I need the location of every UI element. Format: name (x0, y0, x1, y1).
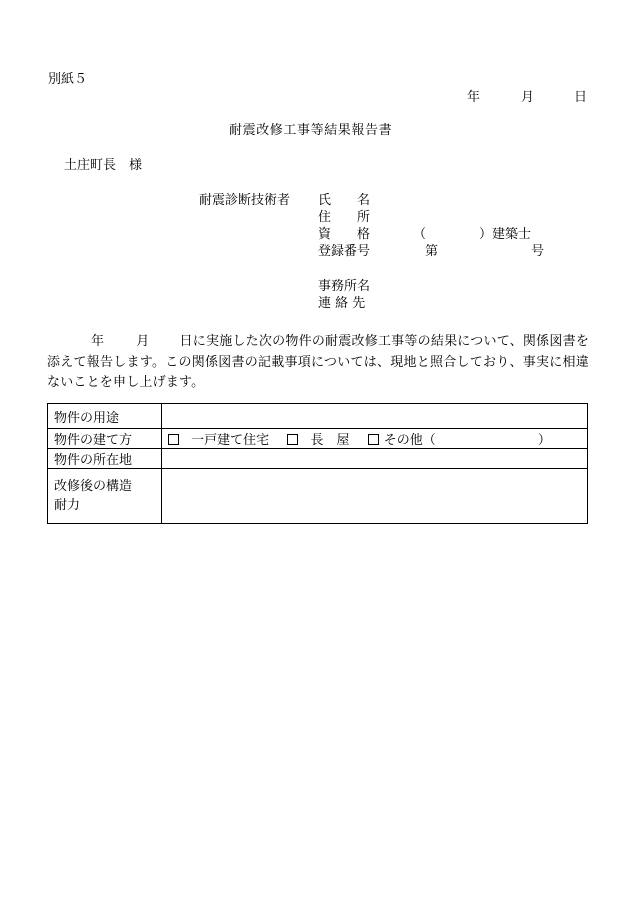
build-type-label: 物件の建て方 (48, 429, 162, 449)
other-close-paren: ） (537, 433, 551, 448)
annex-label: 別紙５ (48, 72, 88, 87)
statement-year: 年 (91, 334, 105, 349)
row-house-label: 長 屋 (310, 433, 350, 448)
row-house-checkbox[interactable] (287, 434, 298, 445)
structure-field[interactable] (162, 469, 588, 524)
date-day: 日 (574, 90, 588, 105)
detached-house-label: 一戸建て住宅 (191, 433, 270, 448)
document-title: 耐震改修工事等結果報告書 (229, 123, 393, 138)
date-month: 月 (521, 90, 535, 105)
technician-heading: 耐震診断技術者 (199, 193, 291, 208)
location-field[interactable] (162, 449, 588, 469)
address-label: 住 所 (318, 210, 371, 225)
other-label: その他（ (383, 433, 436, 448)
statement-text: 日に実施した次の物件の耐震改修工事等の結果について、関係図書を添えて報告します。この関係図書の記載事項については、現地と照合しており、事実に相違ないことを申し上げます。 (47, 334, 590, 390)
report-statement (47, 332, 589, 394)
date-year: 年 (467, 90, 481, 105)
use-field[interactable] (162, 404, 588, 429)
contact-label: 連 絡 先 (318, 296, 366, 311)
structure-label-line1: 改修後の構造 (54, 479, 133, 494)
property-table (47, 403, 588, 524)
qualification-open-paren: （ (413, 227, 427, 242)
structure-label (48, 469, 162, 524)
addressee: 土庄町長 様 (64, 158, 143, 173)
table-row (48, 469, 588, 524)
registration-label: 登録番号 (318, 244, 371, 259)
office-label: 事務所名 (318, 279, 371, 294)
table-row (48, 429, 588, 449)
table-row (48, 449, 588, 469)
registration-suffix: 号 (531, 244, 545, 259)
statement-month: 月 (136, 334, 150, 349)
build-type-options (162, 429, 588, 449)
structure-label-line2: 耐力 (54, 498, 81, 513)
detached-house-checkbox[interactable] (168, 434, 179, 445)
use-label: 物件の用途 (48, 404, 162, 429)
registration-prefix: 第 (425, 244, 439, 259)
qualification-label: 資 格 (318, 227, 371, 242)
qualification-suffix: ）建築士 (479, 227, 532, 242)
table-row (48, 404, 588, 429)
name-label: 氏 名 (318, 193, 371, 208)
location-label: 物件の所在地 (48, 449, 162, 469)
other-checkbox[interactable] (368, 434, 379, 445)
